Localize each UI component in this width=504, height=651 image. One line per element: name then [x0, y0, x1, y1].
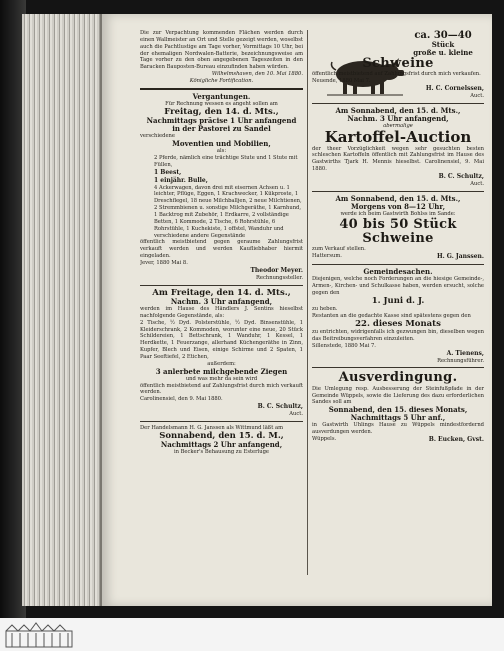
ad-place-date: Carolinensiel, den 9. Mai 1880. [140, 396, 223, 403]
left-column [140, 30, 303, 575]
ad-terms: öffentlich meistbietend auf Zahlungsfrist durch mich verkauft werden. [140, 382, 303, 396]
ad-what: Moventien und Mobilien, [172, 139, 271, 149]
ad-goats-sub: und was mehr da sein wird [185, 375, 258, 382]
ad-text: zum Verkauf stellen. [312, 246, 366, 253]
ad-text: zu entrichten, widrigenfalls ich gezwungen bin, dieselben wegen das Beitreibungsverfahren einzuleiten. [312, 329, 484, 342]
ad-time: Nachm. 3 Uhr anfangend, [170, 296, 273, 306]
ad-title: Kartoffel-Auction [324, 127, 472, 146]
pig-head-title: Schweine [362, 56, 434, 72]
ad-sign-role: Rechnungsführer. [437, 357, 484, 364]
divider [140, 285, 303, 286]
ad-sign-row [312, 436, 484, 444]
divider [140, 421, 303, 422]
ad-sign-row [312, 253, 484, 261]
ad-text: zu heben. [312, 306, 338, 313]
ad-time: Morgens von 8—12 Uhr, [350, 201, 446, 211]
divider [312, 191, 484, 192]
ad-heading: Ausverdingung. [338, 370, 458, 386]
pig-head-count: ca. 30—40 [414, 30, 472, 41]
ad-place: in der Pastorei zu Sandel [172, 124, 271, 134]
page-edges [22, 14, 104, 606]
ad-heading: Vergantungen. [192, 91, 251, 101]
pig-head-stueck: Stück [431, 40, 455, 49]
ad-title-2: Schweine [362, 231, 434, 247]
ad-text: Restanten an die gedachte Kasse sind spätestens gegen den [312, 312, 471, 319]
ad-date: Sonnabend, den 15. d. M., [159, 430, 284, 441]
column-divider [307, 30, 308, 575]
ad-time: Nachmittags 2 Uhr anfangend, [160, 440, 283, 450]
ad-place-date: Sillenstede, 1880 Mai 7. [312, 342, 376, 349]
ad-date: 22. dieses Monats [355, 318, 441, 329]
ad-title: 40 bis 50 Stück [339, 216, 457, 232]
ad-verb: verschiedene [140, 133, 175, 140]
list-item: 2 Pferde, nämlich eine trächtige Stute und 1 Stute mit Füllen, [154, 154, 298, 168]
ad-sign: A. Tienens, [446, 349, 484, 357]
ad-text: Der Handelsmann H. G. Janssen als Wittmund läßt am [140, 424, 284, 431]
intro-sign: Königliche Fortification. [189, 78, 254, 85]
ad-heading: Gemeindesachen. [363, 267, 433, 277]
ad-time: Nachm. 3 Uhr anfangend, [347, 113, 449, 123]
pig-sign: H. C. Cornelssen, [425, 85, 484, 93]
ad-place-date: Jever, 1880 Mai 8. [140, 259, 188, 266]
ad-text: werden im Hause des Händlers J. Sentins hieselbst nachfolgende Gegenstände, als: [140, 305, 303, 319]
pig-sign-role: Auct. [470, 93, 484, 100]
ad-again: abermalige [383, 122, 413, 129]
ad-date: Sonnabend, den 15. dieses Monats, [328, 405, 468, 415]
list-item: 4 Ackerwagen, davon drei mit eisernen Achsen u. 1 leichter, Pflüge, Eggen, 1 Krachwecker, 1 Kükproste, 1 Dreschflegel, 18 neue Milchballjen, 2 neue Milchtienen, 2 Stremmbienen u. sonstige Milchgeräthe, 1 Karnhund, 1 Backtrog mit Zubehör, 1 Erdkarre, 2 vollständige Betten, 1 Kommode, 2 Tische, 6 Rohrstühle, 6 Rohrstühle, 1 Kuchekiste, 1 offstel, Wanduhr und verschiedene andere Gegenstände [154, 184, 302, 239]
pig-date: Neuende, 1880 Mai 7. [312, 78, 371, 85]
ad-sign-role: Auct. [470, 180, 484, 187]
right-column [312, 30, 484, 575]
ad-date: Freitag, den 14. d. Mts., [164, 106, 279, 117]
divider [312, 103, 484, 104]
ad-text: der theer Vorzüglichkeit wegen sehr gesuchten besten schleschen Kartoffeln öffentlich mit Zahlungsfrist im Hause des Gastwirths Tjark H. Mennis hieselbst. Carolinensiel, 9. Mai 1880. [312, 145, 484, 173]
divider [312, 264, 484, 265]
ad-goats: 3 anlerbete milchgebende Ziegen [155, 366, 288, 376]
ad-date: Am Sonnabend, den 15. d. Mts., [335, 193, 461, 203]
ad-sign: B. C. Schultz, [257, 403, 303, 411]
ad-sign: B. Eucken, Gvst. [428, 436, 484, 444]
ad-sign: H. G. Janssen. [436, 253, 484, 261]
ad-als: als: [216, 148, 227, 155]
ad-text: Die Umlegung resp. Ausbesserung der Steinfußpfade in der Gemeinde Wüppels, sowie die Lieferung des dazu erforderlichen Sandes soll am [312, 385, 484, 406]
footer-bar [0, 618, 504, 651]
list-item: 1 einjähr. Bulle, [154, 176, 208, 184]
ad-terms: öffentlich meistbietend gegen geraume Zahlungsfrist verkauft werden und werden Kaufliebhaber hiermit eingeladen. [140, 239, 303, 260]
ad-date: 1. Juni d. J. [371, 295, 425, 306]
ad-place: in Becker's Behausung zu Esterluge [173, 449, 270, 456]
ad-date: Am Freitage, den 14. d. Mts., [152, 287, 291, 298]
divider [312, 367, 484, 368]
ad-text: Diejenigen, welche noch Forderungen an die hiesige Gemeinde-, Armen-, Kirchen- und Schulkasse haben, werden ersucht, solche gegen den [312, 276, 484, 296]
ad-items [140, 155, 303, 239]
divider [140, 88, 303, 90]
ad-text: werde ich beim Gastwirth Bohlss im Sande: [340, 210, 456, 217]
ad-place: Hattersum. [312, 253, 342, 260]
ad-time: Nachmittags 5 Uhr anf., [350, 413, 446, 423]
pig-head-size: große u. kleine [413, 48, 473, 58]
ad-sign-role: Auct. [289, 411, 303, 418]
intro-date: Wilhelmshaven, den 10. Mai 1880. [211, 71, 303, 78]
ad-sub: Für Rechnung wessen es angeht sollen am [165, 100, 278, 107]
ad-auch: außerdem: [207, 360, 236, 367]
library-building-icon [4, 621, 74, 649]
ad-sign: B. C. Schultz, [438, 173, 484, 181]
ad-sign-role: Rechnungssteller. [256, 274, 303, 281]
pig-terms: öffentlich meistbietend auf Zahlungsfrist durch mich verkaufen. [312, 71, 481, 78]
ad-time: Nachmittags präcise 1 Uhr anfangend [146, 116, 297, 126]
ad-place: Wüppels. [312, 436, 337, 443]
list-item: 1 Beest, [154, 168, 182, 176]
intro-text: Die zur Verpachtung kommenden Flächen werden durch einen Wallmeister an Ort und Stelle gezeigt werden, woselbst auch die Pachtlustige am Tage vorher, Vormittags 10 Uhr, bei der ehemaligen Nordwalen-Batterie, bezeichnungsweise am Tage vorher zu den oben angegebenen Tageszeiten in den Baracken Bauposten-Bureau einzufinden haben würden. [140, 30, 303, 71]
ad-date: Am Sonnabend, den 15. d. Mts., [335, 105, 461, 115]
ad-text: in Gastwirth Uhlings Hause zu Wüppels mindestfordernd ausverdungen werden. [312, 422, 484, 436]
ad-sign: Theodor Meyer. [250, 266, 303, 274]
ad-items-text: 2 Tische, ½ Dyd. Polsterstühle, ½ Dyd. Binsenstühle, 1 Kleiderschrank, 2 Kommoden, worunter eine neue, 20 Stück Schildereien, 1 Bettschrank, 1 Wanduhr, 1 Kessel, 1 Herdkette, 1 Feuerzange, allerhand Küchengeräthe in Zinn, Kupfer, Blech und Eisen, einige Schirme und 2 Spaten, 1 Paar Seeftiefel, 2 Etichen, [140, 319, 303, 360]
